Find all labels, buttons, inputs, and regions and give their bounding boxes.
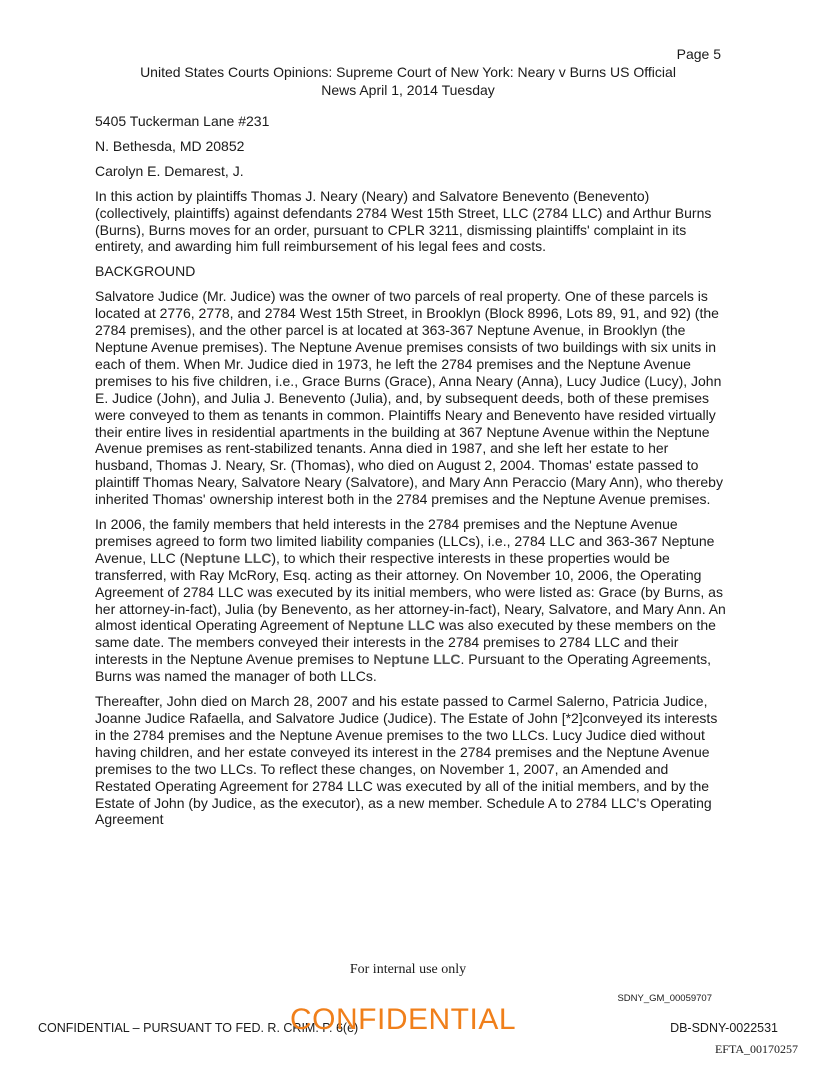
paragraph-text: In 2006, the family members that held interests in the 2784 premises and the Neptune Avenue premises agreed to form two limited liability companies (LLCs), i.e., 2784 LLC and 363-367 Neptune Avenue, LLC ( <box>95 516 715 566</box>
address-line-1: 5405 Tuckerman Lane #231 <box>95 113 270 129</box>
sdny-bates-number: SDNY_GM_00059707 <box>617 993 712 1004</box>
efta-number: EFTA_00170257 <box>714 1042 798 1056</box>
paragraph-text: . Pursuant to the Operating Agreements, Burns was named the manager of both LLCs. <box>95 651 712 685</box>
header-line-2: News April 1, 2014 Tuesday <box>321 81 495 98</box>
paragraph-background: Salvatore Judice (Mr. Judice) was the owner of two parcels of real property. One of these parcels is located at 2776, 2778, and 2784 West 15th Street, in Brooklyn (Block 8996, Lots 89, 91, and 92) (the 2784 premises), and the other parcel is at located at 363-367 Neptune Avenue, in Brooklyn (the Neptune Avenue premises). The Neptune Avenue premises consists of two buildings with six units in each of them. When Mr. Judice died in 1973, he left the 2784 premises and the Neptune Avenue premises to his five children, i.e., Grace Burns (Grace), Anna Neary (Anna), Lucy Judice (Lucy), John E. Judice (John), and Julia J. Benevento (Julia), and, by subsequent deeds, both of these premises were conveyed to them as tenants in common. Plaintiffs Neary and Benevento have resided virtually their entire lives in residential apartments in the building at 367 Neptune Avenue within the Neptune Avenue premises as rent-stabilized tenants. Anna died in 1987, and she left her estate to her husband, Thomas J. Neary, Sr. (Thomas), who died on August 2, 2004. Thomas' estate passed to plaintiff Thomas Neary, Salvatore Neary (Salvatore), and Mary Ann Peraccio (Mary Ann), who thereby inherited Thomas' ownership interest both in the 2784 premises and the Neptune Avenue premises. <box>95 288 723 508</box>
db-sdny-number: DB-SDNY-0022531 <box>670 1021 778 1035</box>
judge-name: Carolyn E. Demarest, J. <box>95 162 244 179</box>
paragraph-llc-formation <box>95 516 727 685</box>
paragraph-text: ), to which their respective interests in these properties would be transferred, with Ray McRory, Esq. acting as their attorney. On November 10, 2006, the Operating Agreement of 2784 LLC was executed by its initial members, who were listed as: Grace (by Burns, as her attorney-in-fact), Julia (by Benevento, as her attorney-in-fact), Neary, Salvatore, and Mary Ann. An almost identical Operating Agreement of <box>95 549 726 634</box>
document-header <box>100 64 716 99</box>
header-line-1: United States Courts Opinions: Supreme Court of New York: Neary v Burns US Official <box>140 64 676 80</box>
address-line-2: N. Bethesda, MD 20852 <box>95 137 245 154</box>
page-number: Page 5 <box>676 46 721 62</box>
document-body <box>95 113 727 836</box>
neptune-llc-term: Neptune LLC <box>373 651 461 668</box>
paragraph-intro: In this action by plaintiffs Thomas J. Neary (Neary) and Salvatore Benevento (Benevento) (collectively, plaintiffs) against defendants 2784 West 15th Street, LLC (2784 LLC) and Arthur Burns (Burns), Burns moves for an order, pursuant to CPLR 3211, dismissing plaintiffs' complaint in its entirety, and awarding him full reimbursement of his legal fees and costs. <box>95 187 712 255</box>
confidential-stamp: CONFIDENTIAL <box>290 1003 517 1036</box>
internal-use-notice: For internal use only <box>349 962 467 977</box>
neptune-llc-term: Neptune LLC <box>184 549 272 566</box>
background-heading: BACKGROUND <box>95 263 196 280</box>
paragraph-text: was also executed by these members on the same date. The members conveyed their interests in the 2784 premises to 2784 LLC and their interests in the Neptune Avenue premises to <box>95 617 716 668</box>
confidential-notice: CONFIDENTIAL – PURSUANT TO FED. R. CRIM. P. 6(e) <box>38 1021 359 1035</box>
neptune-llc-term: Neptune LLC <box>347 617 436 634</box>
paragraph-estate-john: Thereafter, John died on March 28, 2007 and his estate passed to Carmel Salerno, Patricia Judice, Joanne Judice Rafaella, and Salvatore Judice (Judice). The Estate of John [*2]conveyed its interests in the 2784 premises and the Neptune Avenue premises to the two LLCs. Lucy Judice died without having children, and her estate conveyed its interest in the 2784 premises and the Neptune Avenue premises to the two LLCs. To reflect these changes, on November 1, 2007, an Amended and Restated Operating Agreement for 2784 LLC was executed by all of the initial members, and by the Estate of John (by Judice, as the executor), as a new member. Schedule A to 2784 LLC's Operating Agreement <box>95 693 718 828</box>
